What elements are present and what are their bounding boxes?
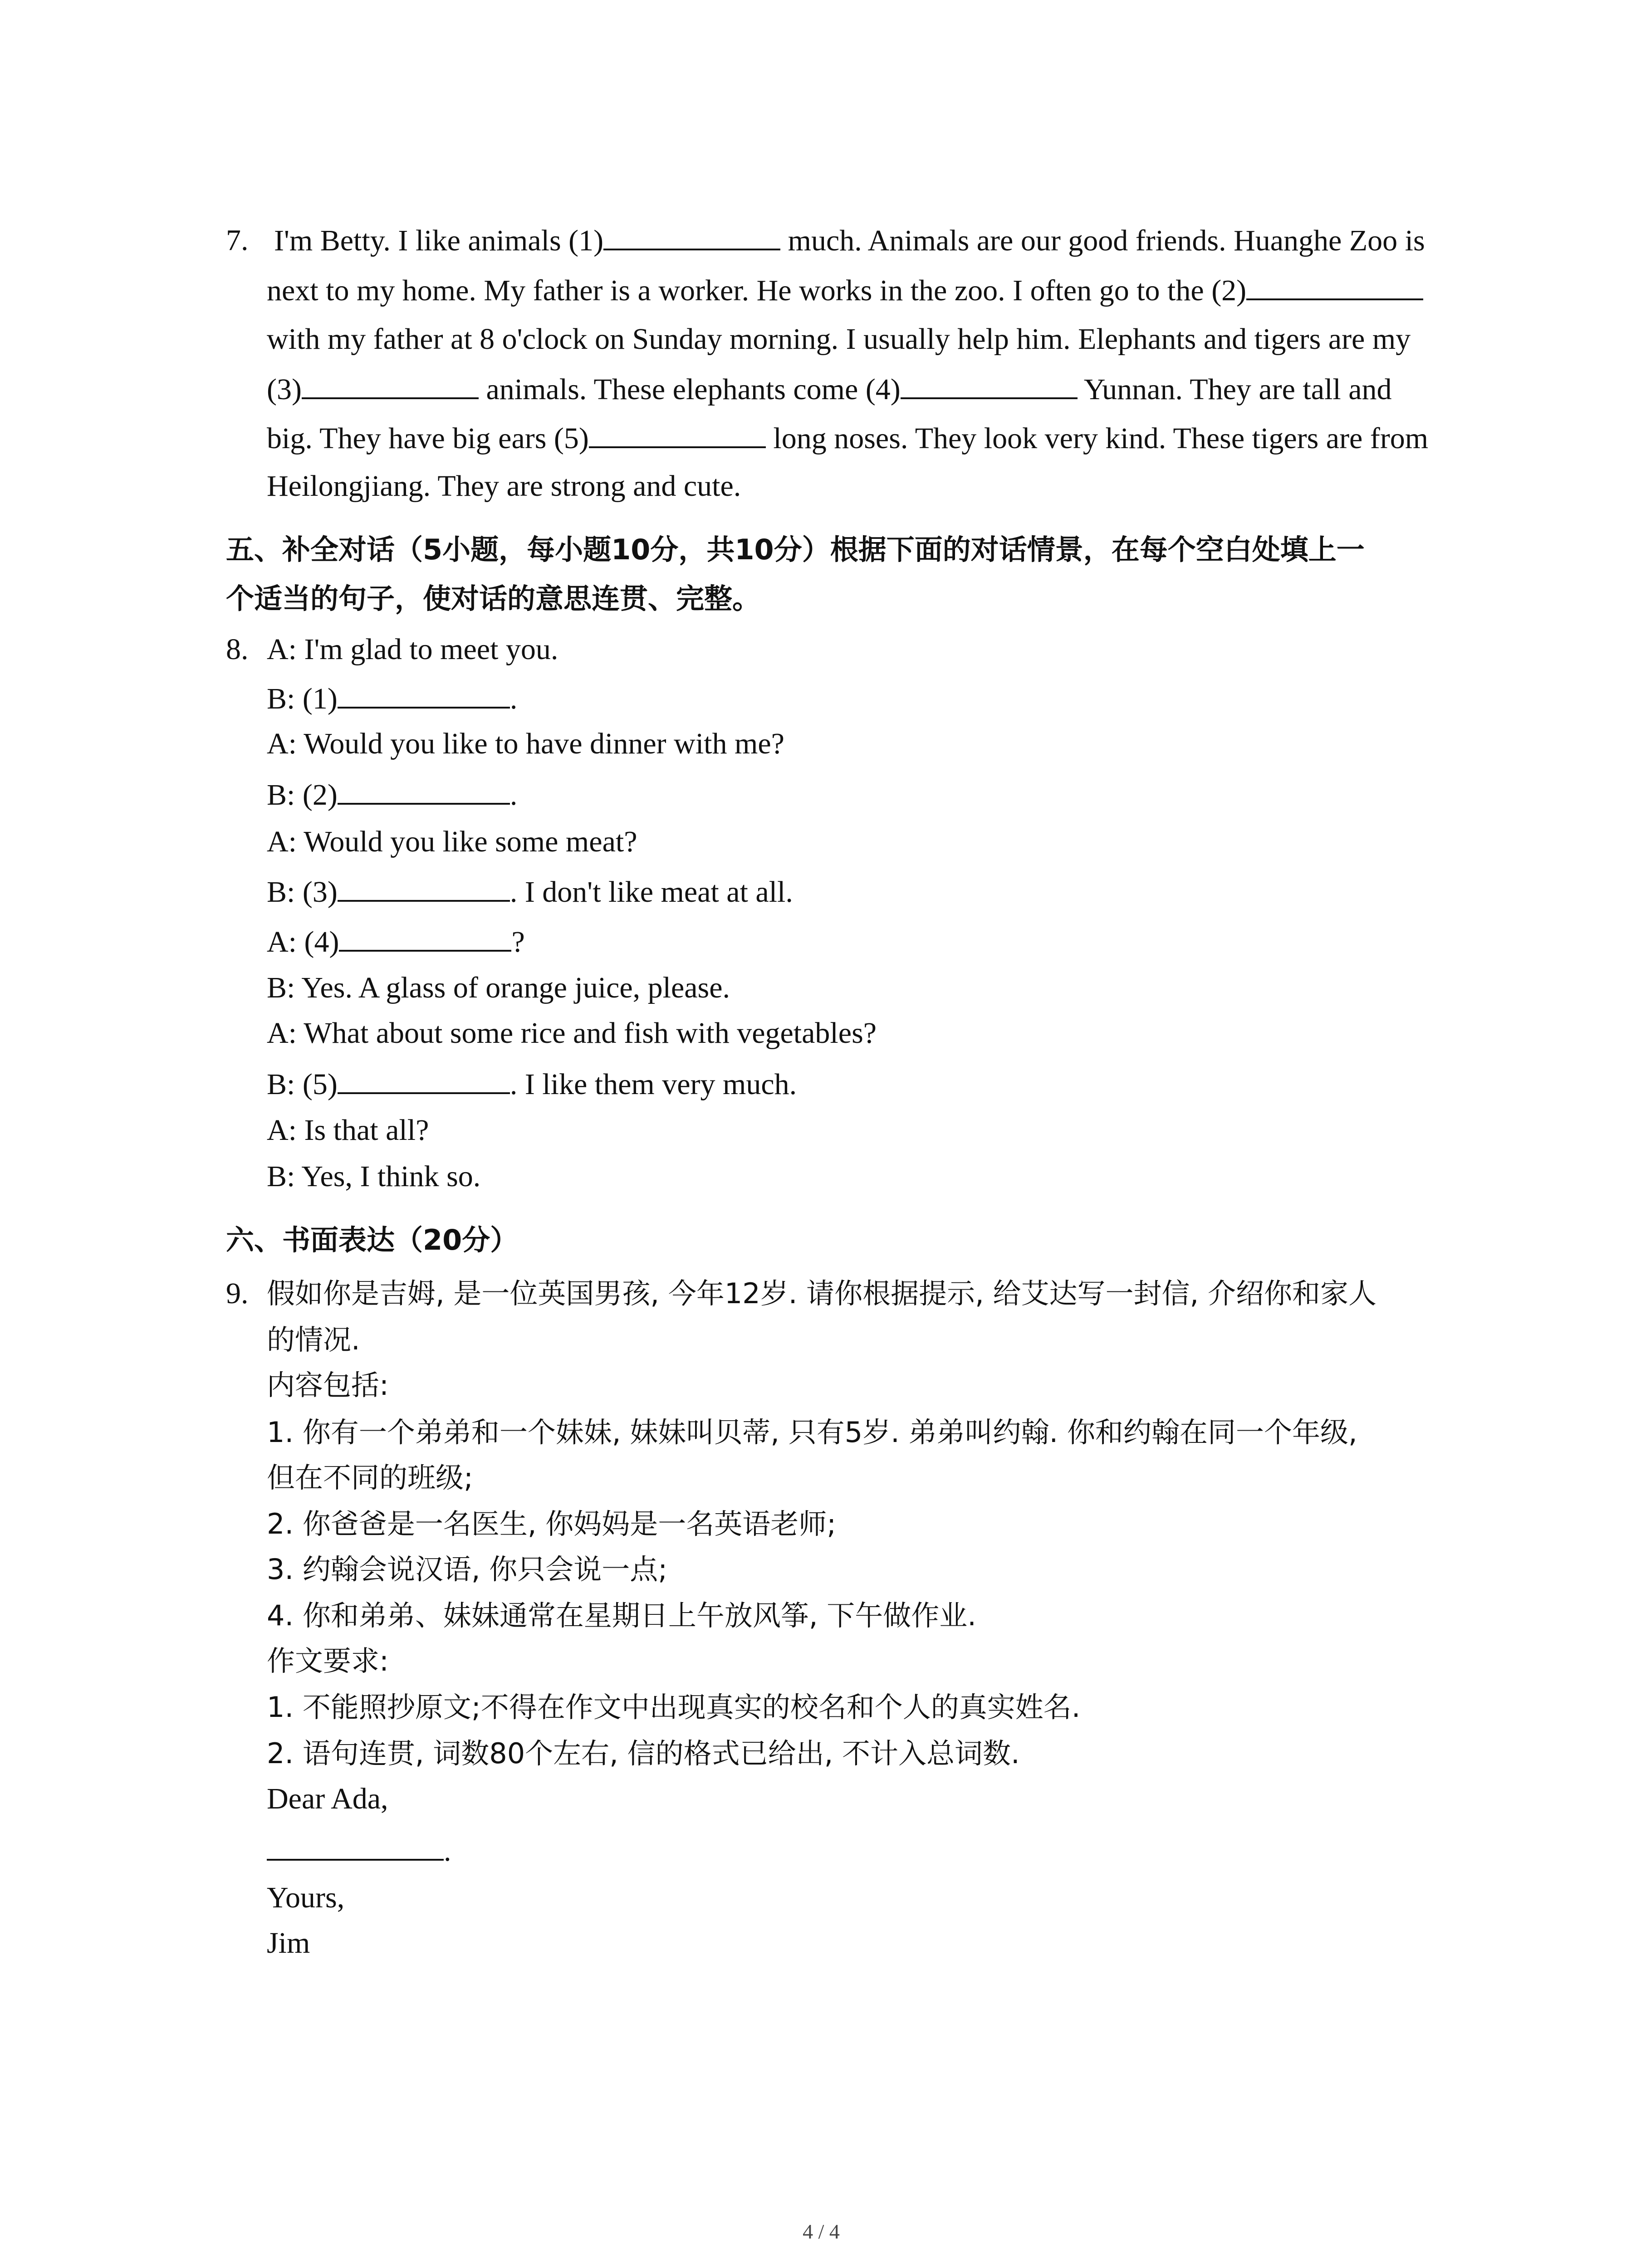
dialogue-line-10: B: (5) . I like them very much. bbox=[267, 1066, 797, 1103]
answer-blank-7-1[interactable] bbox=[603, 222, 780, 250]
letter-closing: Yours, bbox=[267, 1881, 345, 1914]
answer-blank-8-3[interactable] bbox=[338, 874, 510, 902]
page-number: 4 / 4 bbox=[803, 2220, 840, 2243]
q9-requirements-label: 作文要求: bbox=[267, 1644, 389, 1677]
answer-blank-7-3[interactable] bbox=[302, 371, 479, 399]
q9-prompt-line-1: 假如你是吉姆, 是一位英国男孩, 今年12岁. 请你根据提示, 给艾达写一封信, 介绍你和家人 bbox=[267, 1277, 1376, 1310]
q7-line-5: big. They have big ears (5) long noses. They look very kind. These tigers are from bbox=[267, 420, 1428, 457]
q9-point-4: 4. 你和弟弟、妹妹通常在星期日上午放风筝, 下午做作业. bbox=[267, 1599, 976, 1632]
section-5-heading-line-1: 五、补全对话（5小题，每小题10分，共10分）根据下面的对话情景，在每个空白处填上一 bbox=[226, 533, 1365, 566]
dialogue-line-7: A: (4) ? bbox=[267, 924, 525, 960]
dialogue-line-12: B: Yes, I think so. bbox=[267, 1160, 481, 1193]
dialogue-line-4: B: (2) . bbox=[267, 777, 517, 813]
q7-line-1: I'm Betty. I like animals (1) much. Animals are our good friends. Huanghe Zoo is bbox=[274, 222, 1425, 259]
q9-content-label: 内容包括: bbox=[267, 1369, 389, 1402]
answer-blank-7-2[interactable] bbox=[1246, 272, 1423, 300]
q9-point-2: 2. 你爸爸是一名医生, 你妈妈是一名英语老师; bbox=[267, 1507, 837, 1540]
answer-blank-7-5[interactable] bbox=[589, 420, 766, 448]
answer-blank-letter[interactable] bbox=[267, 1833, 444, 1861]
q9-point-1-cont: 但在不同的班级; bbox=[267, 1461, 473, 1494]
answer-blank-8-4[interactable] bbox=[339, 924, 511, 952]
q9-requirement-1: 1. 不能照抄原文;不得在作文中出现真实的校名和个人的真实姓名. bbox=[267, 1691, 1081, 1724]
question-7-number: 7. bbox=[226, 224, 249, 257]
answer-blank-8-2[interactable] bbox=[338, 777, 510, 805]
section-5-heading-line-2: 个适当的句子，使对话的意思连贯、完整。 bbox=[226, 582, 761, 615]
letter-body-line: . bbox=[267, 1833, 451, 1869]
question-9-number: 9. bbox=[226, 1277, 249, 1310]
dialogue-line-3: A: Would you like to have dinner with me? bbox=[267, 727, 784, 760]
dialogue-line-8: B: Yes. A glass of orange juice, please. bbox=[267, 971, 730, 1004]
q7-line-3: with my father at 8 o'clock on Sunday morning. I usually help him. Elephants and tigers are my bbox=[267, 323, 1411, 356]
question-8-number: 8. bbox=[226, 633, 249, 666]
dialogue-line-2: B: (1) . bbox=[267, 680, 517, 717]
dialogue-line-5: A: Would you like some meat? bbox=[267, 825, 637, 858]
q7-line-4: (3) animals. These elephants come (4) Yunnan. They are tall and bbox=[267, 371, 1392, 408]
answer-blank-7-4[interactable] bbox=[901, 371, 1078, 399]
q9-prompt-line-2: 的情况. bbox=[267, 1323, 360, 1356]
dialogue-line-11: A: Is that all? bbox=[267, 1114, 429, 1147]
dialogue-line-1: A: I'm glad to meet you. bbox=[267, 633, 558, 666]
q7-line-2: next to my home. My father is a worker. He works in the zoo. I often go to the (2) bbox=[267, 272, 1423, 309]
answer-blank-8-5[interactable] bbox=[338, 1066, 510, 1094]
letter-greeting: Dear Ada, bbox=[267, 1782, 388, 1815]
dialogue-line-6: B: (3) . I don't like meat at all. bbox=[267, 874, 793, 910]
section-6-heading: 六、书面表达（20分） bbox=[226, 1223, 519, 1256]
q9-point-3: 3. 约翰会说汉语, 你只会说一点; bbox=[267, 1553, 668, 1586]
q9-requirement-2: 2. 语句连贯, 词数80个左右, 信的格式已给出, 不计入总词数. bbox=[267, 1737, 1020, 1770]
letter-signature: Jim bbox=[267, 1926, 310, 1960]
q9-point-1: 1. 你有一个弟弟和一个妹妹, 妹妹叫贝蒂, 只有5岁. 弟弟叫约翰. 你和约翰在同一个年级, bbox=[267, 1416, 1357, 1449]
dialogue-line-9: A: What about some rice and fish with vegetables? bbox=[267, 1017, 877, 1050]
q7-line-6: Heilongjiang. They are strong and cute. bbox=[267, 469, 741, 503]
answer-blank-8-1[interactable] bbox=[338, 680, 510, 709]
